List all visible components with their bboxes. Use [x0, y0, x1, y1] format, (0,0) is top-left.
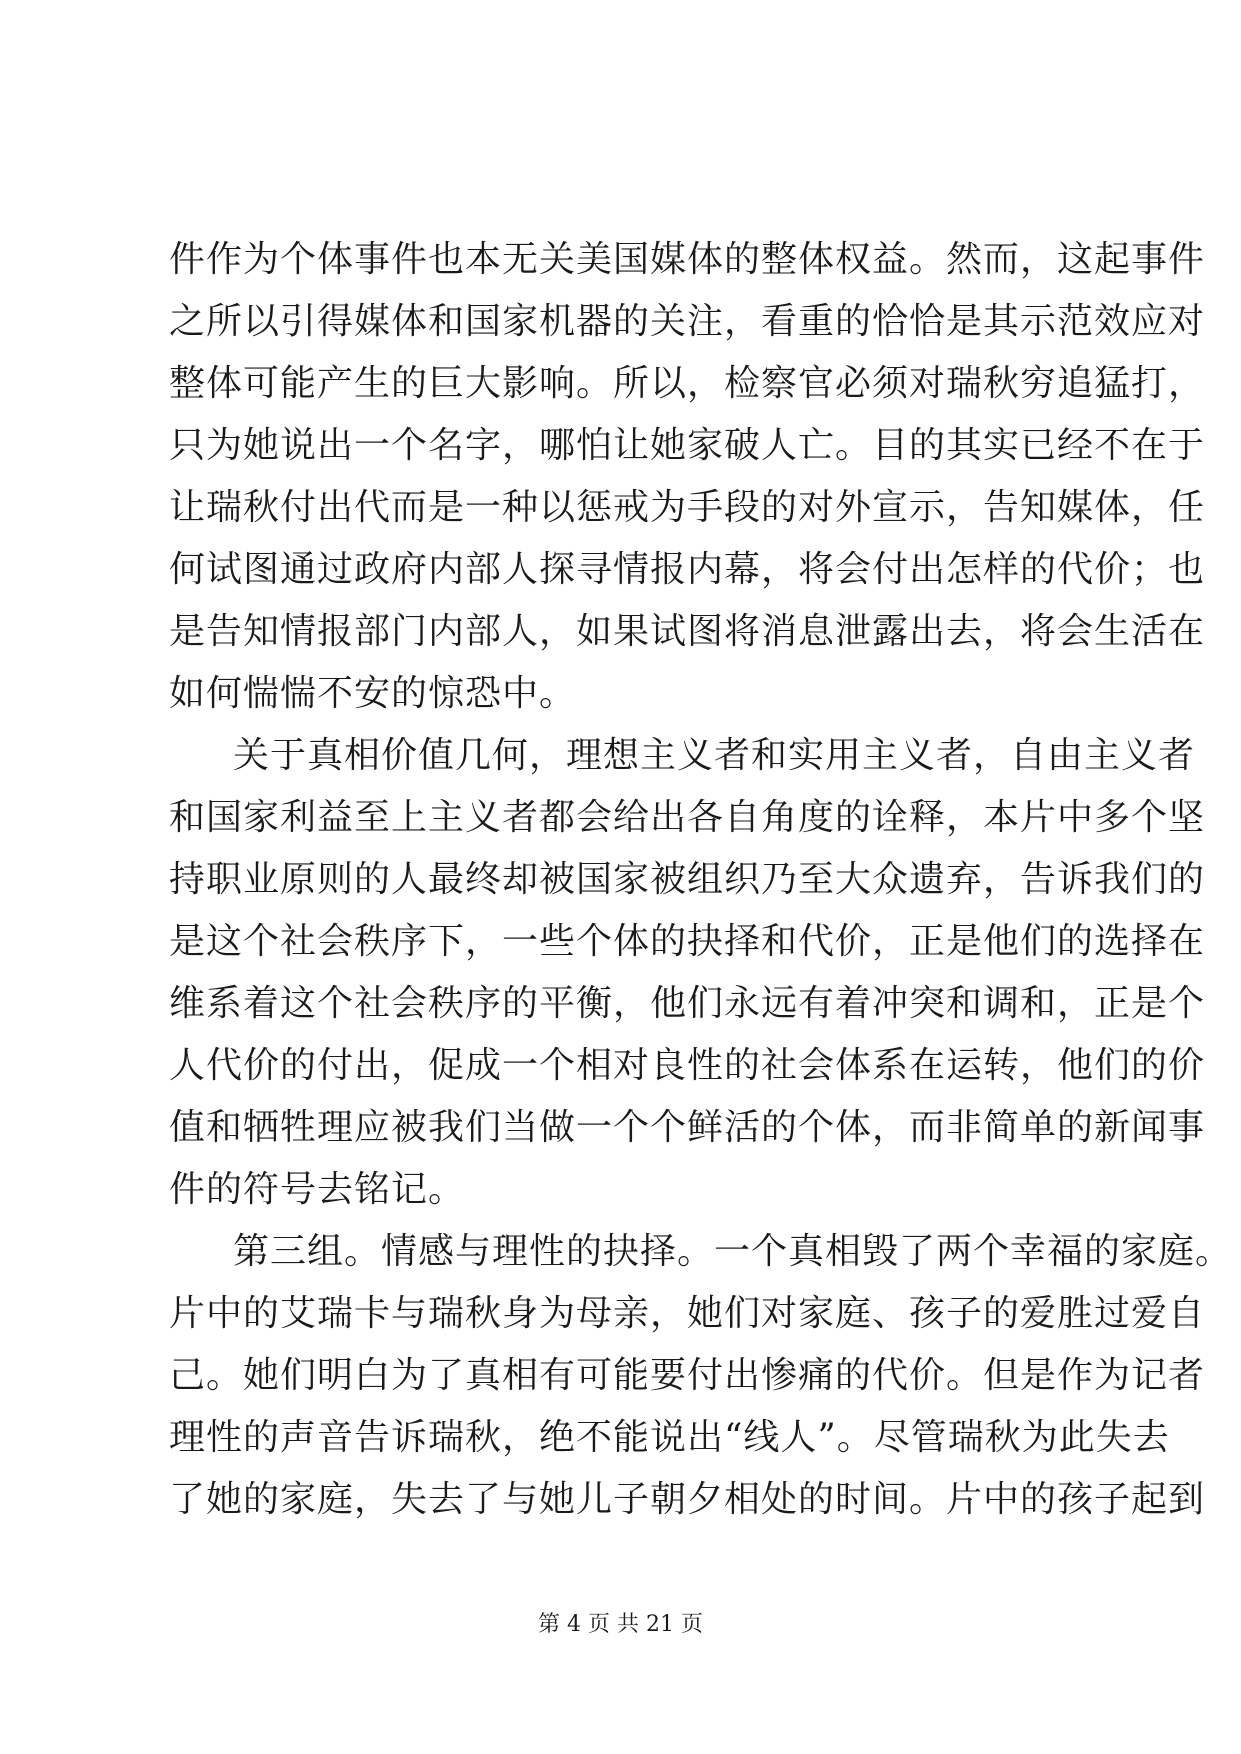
paragraph-3	[169, 1221, 1233, 1531]
text-line: 如何惴惴不安的惊恐中。	[169, 673, 577, 714]
text-line: 整体可能产生的巨大影响。所以，检察官必须对瑞秋穷追猛打，	[169, 363, 1206, 404]
text-line: 之所以引得媒体和国家机器的关注，看重的恰恰是其示范效应对	[169, 301, 1206, 342]
page-number-label: 第 4 页 共 21 页	[538, 1612, 703, 1637]
text-line: 只为她说出一个名字，哪怕让她家破人亡。目的其实已经不在于	[169, 425, 1206, 466]
page-footer	[0, 1607, 1241, 1638]
text-line: 和国家利益至上主义者都会给出各自角度的诠释，本片中多个坚	[169, 797, 1206, 838]
text-line: 是告知情报部门内部人，如果试图将消息泄露出去，将会生活在	[169, 611, 1206, 652]
text-line: 第三组。情感与理性的抉择。一个真相毁了两个幸福的家庭。	[233, 1231, 1233, 1272]
text-line: 了她的家庭，失去了与她儿子朝夕相处的时间。片中的孩子起到	[169, 1479, 1206, 1520]
text-line: 让瑞秋付出代而是一种以惩戒为手段的对外宣示，告知媒体，任	[169, 487, 1206, 528]
text-line: 人代价的付出，促成一个相对良性的社会体系在运转，他们的价	[169, 1045, 1206, 1086]
text-line: 件的符号去铭记。	[169, 1169, 466, 1210]
text-line: 件作为个体事件也本无关美国媒体的整体权益。然而，这起事件	[169, 239, 1206, 280]
text-line: 持职业原则的人最终却被国家被组织乃至大众遗弃，告诉我们的	[169, 859, 1206, 900]
text-line: 何试图通过政府内部人探寻情报内幕，将会付出怎样的代价；也	[169, 549, 1206, 590]
text-line: 值和牺牲理应被我们当做一个个鲜活的个体，而非简单的新闻事	[169, 1107, 1206, 1148]
text-line: 片中的艾瑞卡与瑞秋身为母亲，她们对家庭、孩子的爱胜过爱自	[169, 1293, 1206, 1334]
text-line: 理性的声音告诉瑞秋，绝不能说出“线人”。尽管瑞秋为此失去	[169, 1417, 1170, 1458]
paragraph-2	[169, 725, 1206, 1221]
text-line: 关于真相价值几何，理想主义者和实用主义者，自由主义者	[233, 735, 1196, 776]
text-line: 己。她们明白为了真相有可能要付出惨痛的代价。但是作为记者	[169, 1355, 1206, 1396]
text-line: 是这个社会秩序下，一些个体的抉择和代价，正是他们的选择在	[169, 921, 1206, 962]
text-line: 维系着这个社会秩序的平衡，他们永远有着冲突和调和，正是个	[169, 983, 1206, 1024]
paragraph-1	[169, 229, 1206, 725]
body-text	[169, 229, 1233, 1531]
